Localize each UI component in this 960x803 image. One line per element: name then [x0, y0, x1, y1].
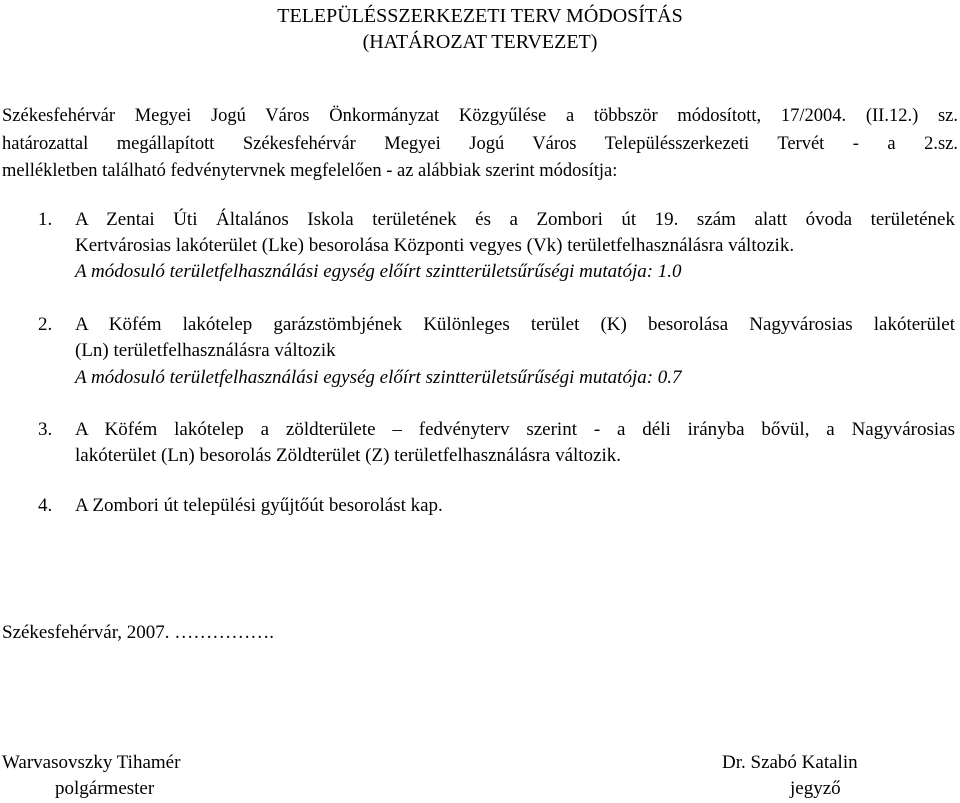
item-text-line: lakóterület (Ln) besorolás Zöldterület (Z) területfelhasználásra változik.: [75, 445, 622, 466]
mayor-name: Warvasovszky Tihamér: [2, 752, 181, 773]
item-number: 4.: [38, 495, 53, 516]
item-number: 1.: [38, 209, 53, 230]
intro-line: határozattal megállapított Székesfehérvár Megyei Jogú Város Településszerkezeti Tervét - a 2.sz.: [2, 134, 958, 154]
document-title: TELEPÜLÉSSZERKEZETI TERV MÓDOSÍTÁS: [277, 5, 683, 27]
item-text-line: A Köfém lakótelep garázstömbjének Különleges terület (K) besorolása Nagyvárosias lakóterület: [75, 314, 955, 335]
item-text-line: Kertvárosias lakóterület (Lke) besorolása Központi vegyes (Vk) területfelhasználásra változik.: [75, 235, 795, 256]
item-text-line: (Ln) területfelhasználásra változik: [75, 340, 336, 361]
mayor-title: polgármester: [55, 778, 155, 799]
place-and-date: Székesfehérvár, 2007. …………….: [2, 622, 275, 643]
document-subtitle: (HATÁROZAT TERVEZET): [362, 31, 598, 53]
notary-title: jegyző: [790, 778, 841, 799]
intro-line: mellékletben található fedvénytervnek megfelelően - az alábbiak szerint módosítja:: [2, 161, 618, 181]
intro-line: Székesfehérvár Megyei Jogú Város Önkormányzat Közgyűlése a többször módosított, 17/2004. (II.12.) sz.: [2, 106, 958, 126]
item-text-line: A Zentai Úti Általános Iskola területének és a Zombori út 19. szám alatt óvoda területének: [75, 209, 955, 230]
item-note: A módosuló területfelhasználási egység előírt szintterületsűrűségi mutatója: 0.7: [75, 367, 682, 388]
item-note: A módosuló területfelhasználási egység előírt szintterületsűrűségi mutatója: 1.0: [75, 261, 682, 282]
item-text-line: A Zombori út települési gyűjtőút besorolást kap.: [75, 495, 443, 516]
item-number: 3.: [38, 419, 53, 440]
item-number: 2.: [38, 314, 53, 335]
item-text-line: A Köfém lakótelep a zöldterülete – fedvényterv szerint - a déli irányba bővül, a Nagyvárosias: [75, 419, 955, 440]
notary-name: Dr. Szabó Katalin: [722, 752, 858, 773]
